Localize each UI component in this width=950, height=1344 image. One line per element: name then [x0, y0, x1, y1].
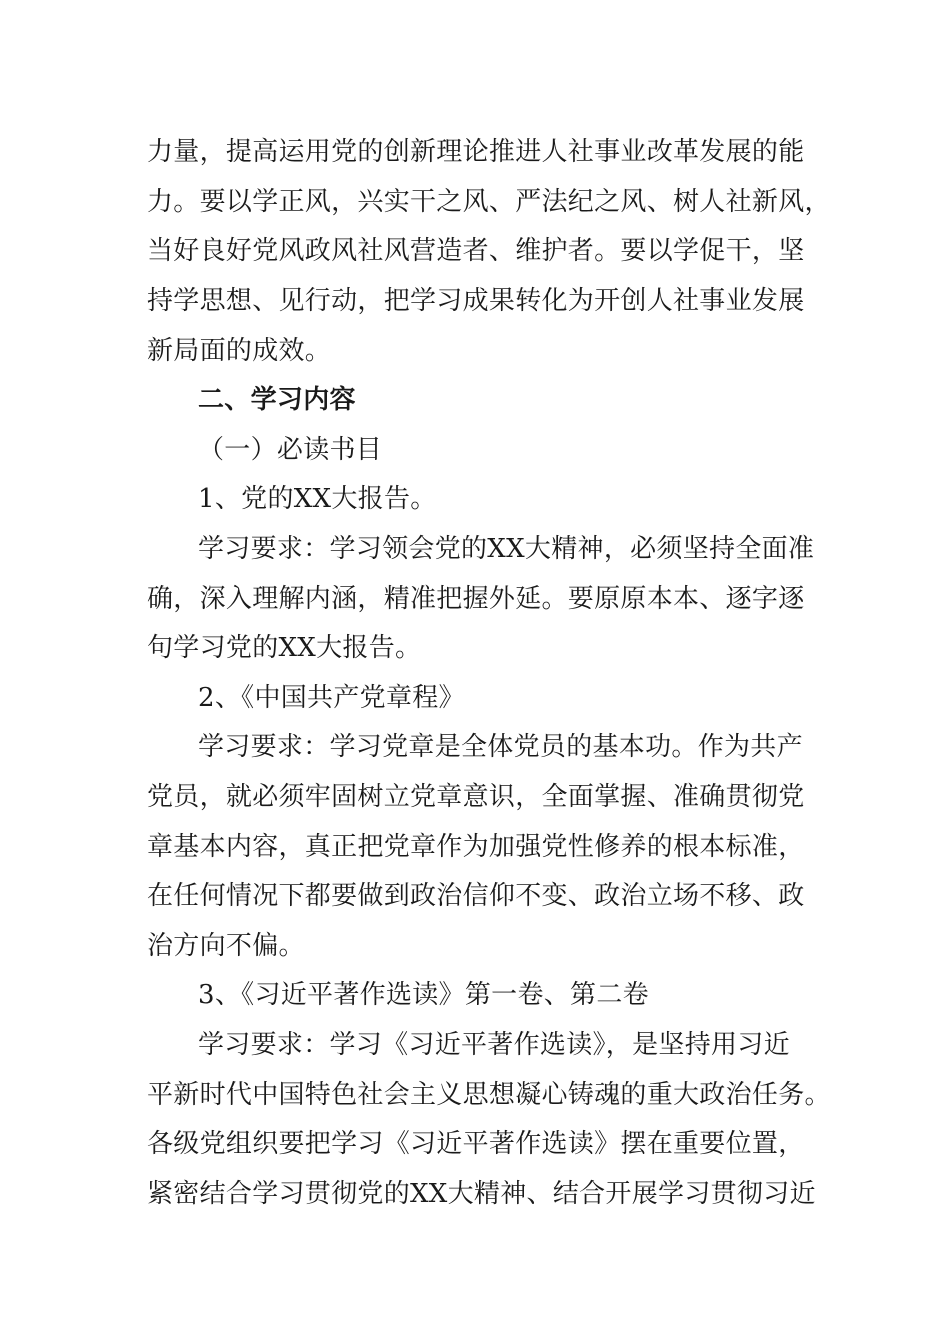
body-text-line: 紧密结合学习贯彻党的XX大精神、结合开展学习贯彻习近 — [147, 1179, 816, 1209]
body-text-line: 各级党组织要把学习《习近平著作选读》摆在重要位置， — [147, 1129, 805, 1159]
body-text-line: 学习要求：学习领会党的XX大精神，必须坚持全面准 — [198, 534, 815, 564]
list-item-title: 3、《习近平著作选读》第一卷、第二卷 — [198, 980, 649, 1010]
body-text-line: 句学习党的XX大报告。 — [147, 633, 422, 663]
list-item-title: 1、党的XX大报告。 — [198, 484, 437, 514]
body-text-line: 力。要以学正风，兴实干之风、严法纪之风、树人社新风， — [147, 187, 831, 217]
body-text-line: 当好良好党风政风社风营造者、维护者。要以学促干，坚 — [147, 236, 805, 266]
body-text-line: 新局面的成效。 — [147, 336, 332, 366]
body-text-line: 在任何情况下都要做到政治信仰不变、政治立场不移、政 — [147, 881, 805, 911]
body-text-line: 持学思想、见行动，把学习成果转化为开创人社事业发展 — [147, 286, 805, 316]
list-item-title: 2、《中国共产党章程》 — [198, 683, 465, 713]
body-text-line: 党员，就必须牢固树立党章意识，全面掌握、准确贯彻党 — [147, 782, 805, 812]
body-text-line: 治方向不偏。 — [147, 931, 305, 961]
body-text-line: 平新时代中国特色社会主义思想凝心铸魂的重大政治任务。 — [147, 1080, 831, 1110]
body-text-line: 学习要求：学习《习近平著作选读》，是坚持用习近 — [198, 1030, 790, 1060]
section-heading: 二、学习内容 — [198, 385, 356, 415]
subsection-heading: （一）必读书目 — [198, 435, 383, 465]
body-text-line: 确，深入理解内涵，精准把握外延。要原原本本、逐字逐 — [147, 584, 805, 614]
body-text-line: 学习要求：学习党章是全体党员的基本功。作为共产 — [198, 732, 803, 762]
body-text-line: 章基本内容，真正把党章作为加强党性修养的根本标准， — [147, 832, 805, 862]
body-text-line: 力量，提高运用党的创新理论推进人社事业改革发展的能 — [147, 137, 805, 167]
